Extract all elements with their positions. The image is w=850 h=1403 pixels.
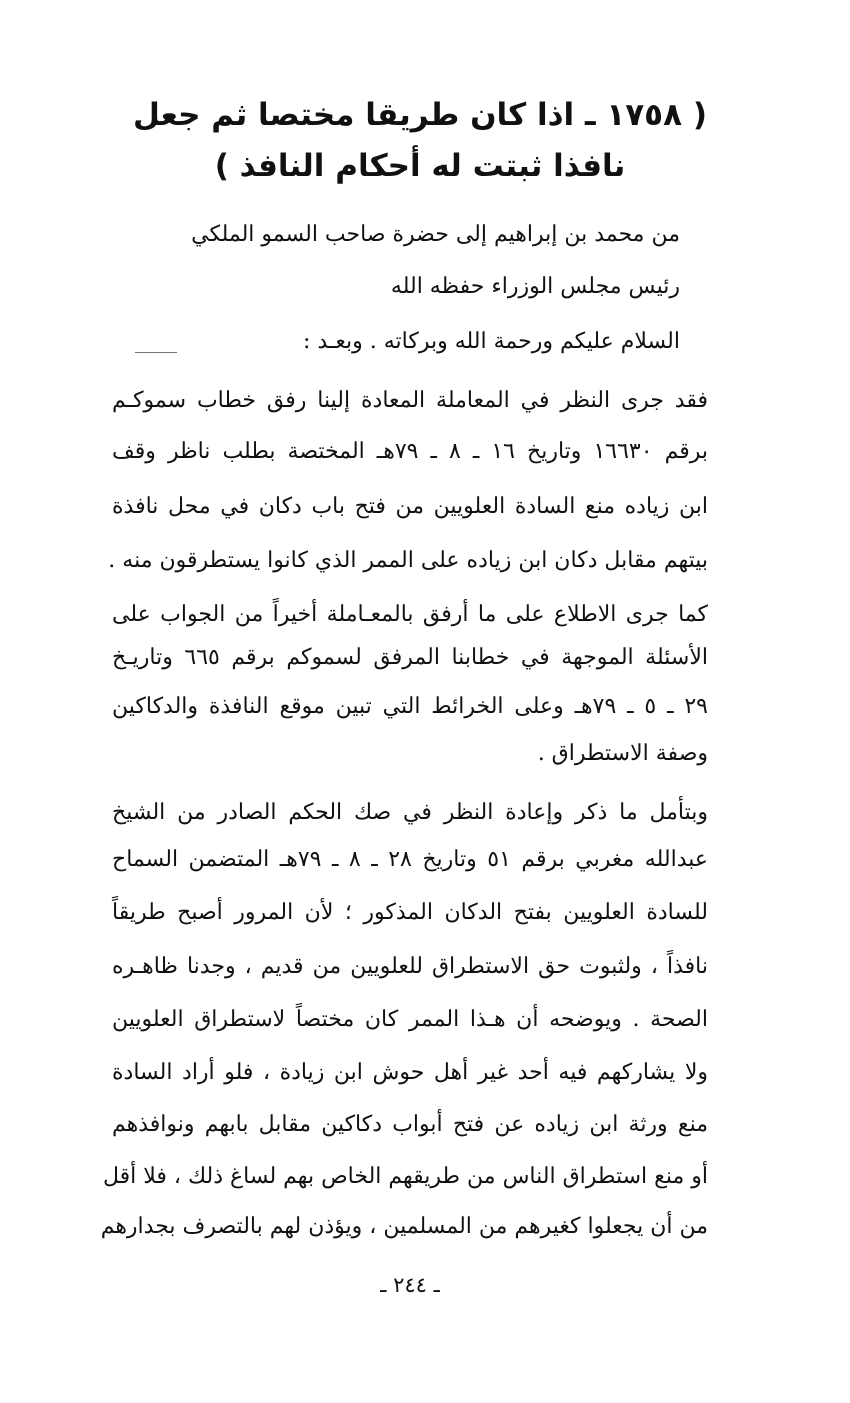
paragraph-2-line: من أن يجعلوا كغيرهم من المسلمين ، ويؤذن لهم بالتصرف بجدارهم [100,1214,708,1239]
paragraph-2-line: أو منع استطراق الناس من طريقهم الخاص بهم لساغ ذلك ، فلا أقل [102,1164,708,1189]
paragraph-1-line: الأسئلة الموجهة في خطابنا المرفق لسموكم برقم ٦٦٥ وتاريـخ [112,645,708,670]
letter-greeting: السلام عليكم ورحمة الله وبركاته . وبعـد : [303,329,680,354]
paragraph-1-line: ٢٩ ـ ٥ ـ ٧٩هـ وعلى الخرائط التي تبين موقع النافذة والدكاكين [112,694,708,719]
paragraph-1-line: ابن زياده منع السادة العلويين من فتح باب دكان في محل نافذة [112,494,708,519]
letter-to: رئيس مجلس الوزراء حفظه الله [390,274,680,299]
paragraph-1-line: فقد جرى النظر في المعاملة المعادة إلينا رفق خطاب سموكـم [112,388,708,413]
paragraph-2-line: منع ورثة ابن زياده عن فتح أبواب دكاكين مقابل بابهم ونوافذهم [112,1112,708,1137]
fatwa-title-line-2: نافذا ثبتت له أحكام النافذ ) [214,148,626,184]
paragraph-2-line: للسادة العلويين بفتح الدكان المذكور ؛ لأن المرور أصبح طريقاً [112,900,708,925]
fatwa-title-line-1: ( ١٧٥٨ ـ اذا كان طريقا مختصا ثم جعل [133,97,707,133]
page-number: ـ ٢٤٤ ـ [380,1273,440,1297]
paragraph-1-line: وصفة الاستطراق . [537,741,708,766]
paragraph-1-line: برقم ١٦٦٣٠ وتاريخ ١٦ ـ ٨ ـ ٧٩هـ المختصة بطلب ناظر وقف [112,439,709,464]
paragraph-2-line: وبتأمل ما ذكر وإعادة النظر في صك الحكم الصادر من الشيخ [112,800,708,825]
divider-rule [135,352,177,353]
paragraph-2-line: نافذاً ، ولثبوت حق الاستطراق للعلويين من قديم ، وجدنا ظاهـره [112,954,708,979]
paragraph-2-line: عبدالله مغربي برقم ٥١ وتاريخ ٢٨ ـ ٨ ـ ٧٩هـ المتضمن السماح [112,847,709,872]
paragraph-1-line: كما جرى الاطلاع على ما أرفق بالمعـاملة أخيراً من الجواب على [112,602,708,627]
paragraph-2-line: الصحة . ويوضحه أن هـذا الممر كان مختصاً لاستطراق العلويين [112,1007,708,1032]
letter-from: من محمد بن إبراهيم إلى حضرة صاحب السمو الملكي [191,222,680,247]
paragraph-2-line: ولا يشاركهم فيه أحد غير أهل حوش ابن زيادة ، فلو أراد السادة [112,1060,708,1085]
paragraph-1-line: بيتهم مقابل دكان ابن زياده على الممر الذي كانوا يستطرقون منه . [108,548,708,573]
